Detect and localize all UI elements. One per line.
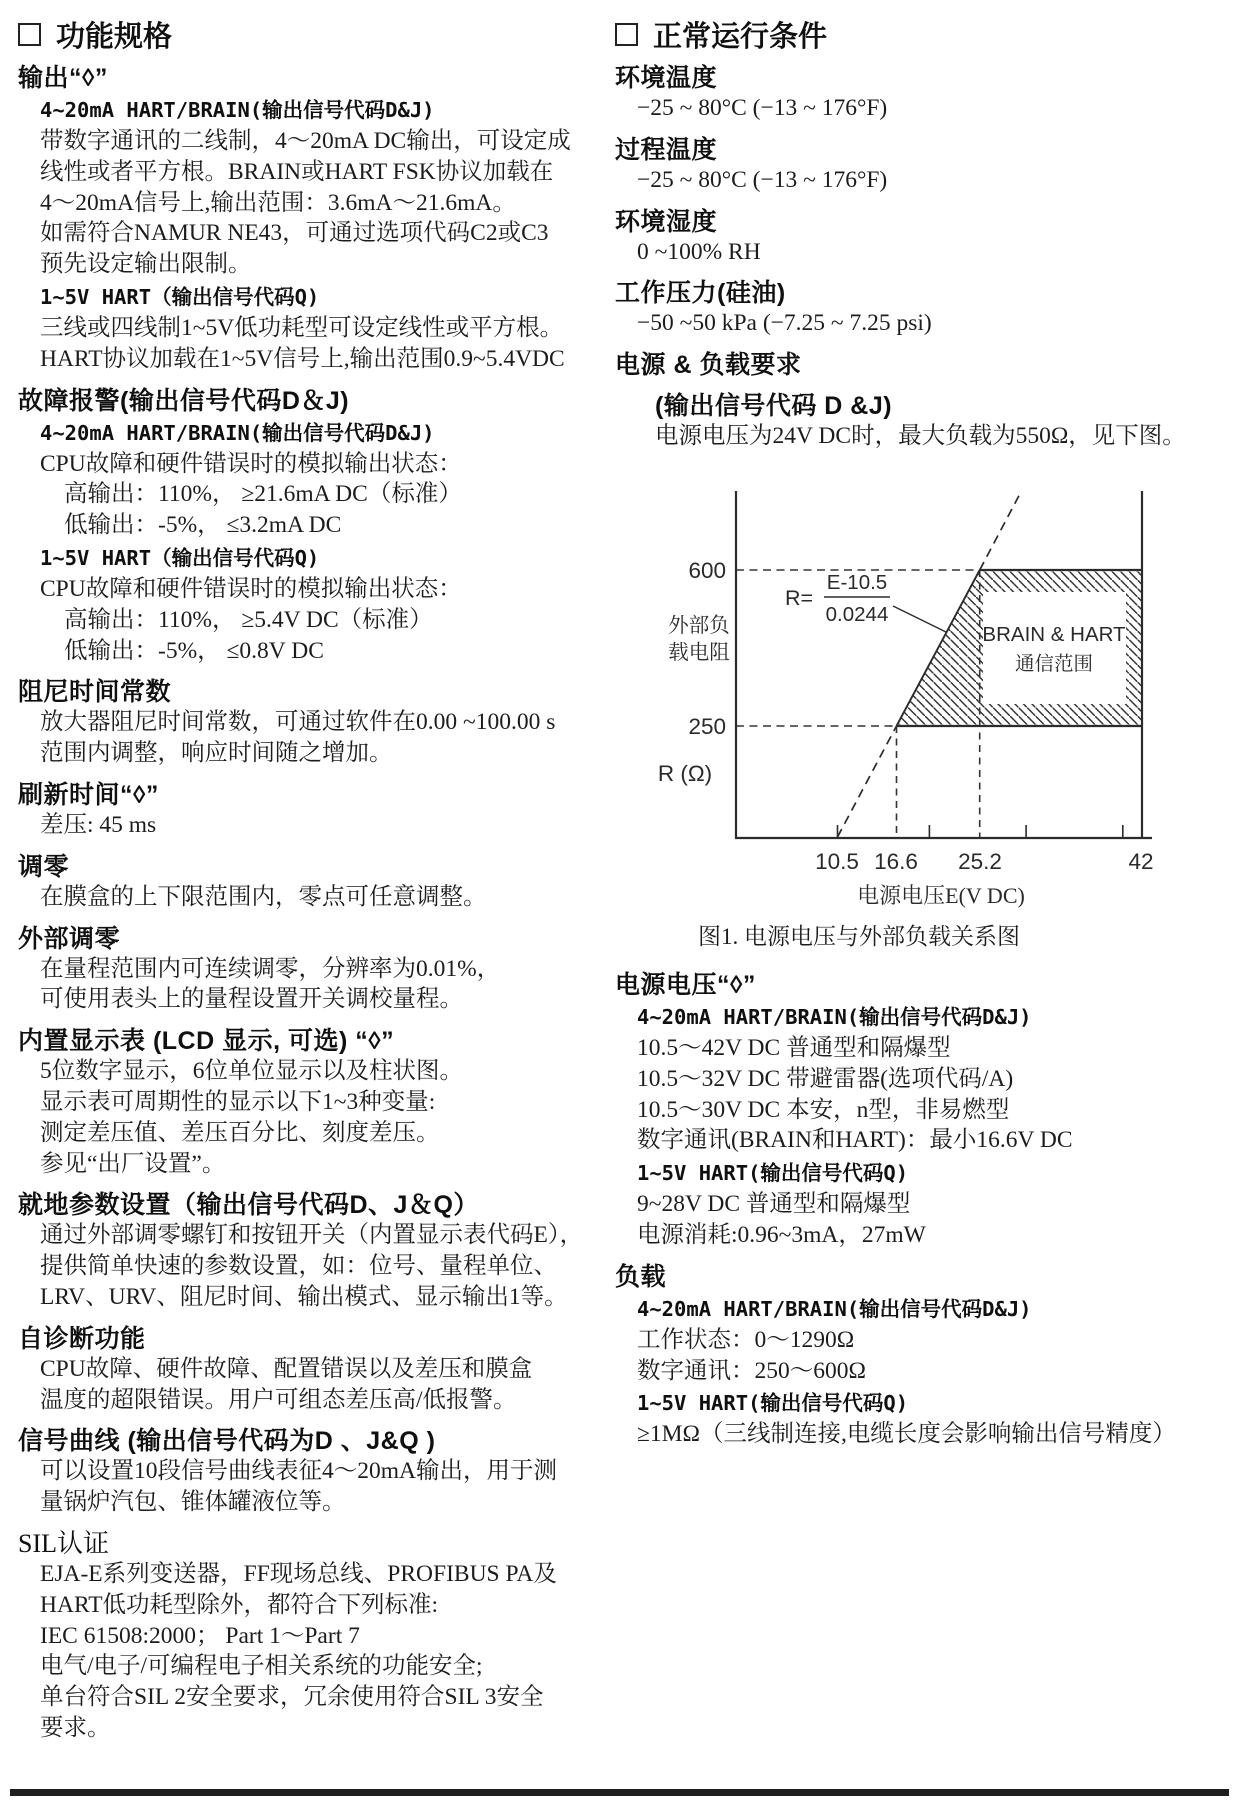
subsection-subheading: (输出信号代码 D &J) <box>655 392 893 421</box>
spec-blocks <box>18 63 604 1744</box>
spec-line: CPU故障和硬件错误时的模拟输出状态： <box>40 575 462 602</box>
section-header-operating-conditions <box>615 14 1229 55</box>
subsection-heading: 电源 & 负载要求 <box>615 351 802 380</box>
supply-blocks <box>615 970 1229 1450</box>
formula-numerator: E-10.5 <box>826 570 888 594</box>
subsection-heading: 过程温度 <box>615 135 718 164</box>
spec-line: 差压: 45 ms <box>40 811 157 838</box>
load-line-dash-low <box>838 726 897 837</box>
signal-code-heading: 4~20mA HART/BRAIN(输出信号代码D&J) <box>637 1004 1032 1029</box>
figure-caption: 图1. 电源电压与外部负载关系图 <box>698 923 1020 949</box>
spec-line: 放大器阻尼时间常数，可通过软件在0.00 ~100.00 s <box>40 709 556 736</box>
spec-line: 高输出：110%， ≥21.6mA DC（标准） <box>64 481 462 508</box>
signal-code-heading: 1~5V HART（输出信号代码Q) <box>40 545 320 570</box>
figure-supply-voltage-load <box>619 478 1179 952</box>
footer-rule <box>10 1789 1229 1796</box>
region-label: BRAIN & HART <box>982 622 1126 646</box>
spec-line: 显示表可周期性的显示以下1~3种变量: <box>40 1088 436 1115</box>
square-bullet-icon <box>615 23 638 46</box>
region-label-cn: 通信范围 <box>1014 653 1094 675</box>
signal-code-heading: 1~5V HART(输出信号代码Q) <box>637 1391 909 1416</box>
spec-line: 线性或者平方根。BRAIN或HART FSK协议加载在 <box>40 158 554 185</box>
spec-line: 测定差压值、差压百分比、刻度差压。 <box>40 1119 440 1146</box>
spec-line: 如需符合NAMUR NE43，可通过选项代码C2或C3 <box>40 220 549 247</box>
spec-line: 温度的超限错误。用户可组态差压高/低报警。 <box>40 1386 517 1413</box>
spec-line: 4～20mA信号上,输出范围：3.6mA～21.6mA。 <box>40 189 516 216</box>
spec-line: 高输出：110%， ≥5.4V DC（标准） <box>64 606 433 633</box>
signal-code-heading: 1~5V HART（输出信号代码Q) <box>40 284 320 309</box>
subsection-heading: 调零 <box>18 852 70 881</box>
subsection-heading: 就地参数设置（输出信号代码D、J＆Q） <box>18 1191 479 1220</box>
spec-line: 范围内调整，响应时间随之增加。 <box>40 740 393 767</box>
x-tick-25-2: 25.2 <box>958 848 1002 874</box>
spec-line: 可使用表头上的量程设置开关调校量程。 <box>40 986 463 1013</box>
spec-line: 单台符合SIL 2安全要求，冗余使用符合SIL 3安全 <box>40 1684 544 1711</box>
subsection-heading: SIL认证 <box>18 1528 110 1558</box>
spec-line: 10.5～30V DC 本安，n型，非易燃型 <box>637 1096 1010 1123</box>
left-column <box>18 12 604 1744</box>
subsection-heading: 环境湿度 <box>615 207 718 236</box>
spec-line: 数字通讯(BRAIN和HART)：最小16.6V DC <box>637 1127 1073 1154</box>
subsection-heading: 外部调零 <box>18 924 121 953</box>
spec-line: 9~28V DC 普通型和隔爆型 <box>637 1191 911 1218</box>
spec-line: ≥1MΩ（三线制连接,电缆长度会影响输出信号精度） <box>637 1421 1176 1448</box>
load-chart <box>619 478 1179 918</box>
spec-line: 可以设置10段信号曲线表征4～20mA输出，用于测 <box>40 1458 557 1485</box>
y-axis-label-2: 载电阻 <box>668 641 730 664</box>
subsection-heading: 刷新时间“◊” <box>18 780 159 809</box>
subsection-heading: 阻尼时间常数 <box>18 678 172 707</box>
x-axis-label: 电源电压E(V DC) <box>857 882 1025 908</box>
spec-line: 低输出：-5%， ≤0.8V DC <box>64 637 324 664</box>
region-label-box <box>983 592 1126 704</box>
spec-line: 量锅炉汽包、锥体罐液位等。 <box>40 1489 346 1516</box>
spec-line: 10.5～32V DC 带避雷器(选项代码/A) <box>637 1065 1014 1092</box>
spec-line: 要求。 <box>40 1714 111 1741</box>
signal-code-heading: 4~20mA HART/BRAIN(输出信号代码D&J) <box>40 98 435 122</box>
spec-line: 工作状态：0～1290Ω <box>637 1326 855 1353</box>
section-header-functional-specs <box>18 14 604 55</box>
subsection-heading: 自诊断功能 <box>18 1324 146 1353</box>
spec-line: 5位数字显示，6位单位显示以及柱状图。 <box>40 1058 463 1085</box>
spec-line: 三线或四线制1~5V低功耗型可设定线性或平方根。 <box>40 314 564 341</box>
formula-leader-line <box>893 606 946 632</box>
subsection-heading: 内置显示表 (LCD 显示, 可选) “◊” <box>18 1027 395 1056</box>
subsection-heading: 环境温度 <box>615 64 718 92</box>
spec-line: −25 ~ 80°C (−13 ~ 176°F) <box>637 166 888 193</box>
signal-code-heading: 4~20mA HART/BRAIN(输出信号代码D&J) <box>40 420 435 445</box>
x-tick-42: 42 <box>1128 848 1154 874</box>
spec-line: EJA-E系列变送器，FF现场总线、PROFIBUS PA及 <box>40 1560 557 1587</box>
section-title: 正常运行条件 <box>653 21 828 53</box>
spec-line: CPU故障和硬件错误时的模拟输出状态： <box>40 450 462 477</box>
subsection-heading: 工作压力(硅油) <box>615 279 786 308</box>
spec-line: IEC 61508:2000； Part 1～Part 7 <box>40 1622 360 1649</box>
spec-line: 10.5～42V DC 普通型和隔爆型 <box>637 1034 951 1061</box>
formula-lhs: R= <box>785 585 814 610</box>
subsection-heading: 信号曲线 (输出信号代码为D 、J&Q ) <box>18 1427 436 1456</box>
signal-code-heading: 4~20mA HART/BRAIN(输出信号代码D&J) <box>637 1296 1032 1321</box>
x-tick-10-5: 10.5 <box>815 848 859 874</box>
square-bullet-icon <box>18 23 41 46</box>
spec-line: 电气/电子/可编程电子相关系统的功能安全; <box>40 1653 483 1680</box>
subsection-heading: 负载 <box>615 1262 667 1291</box>
spec-line: −25 ~ 80°C (−13 ~ 176°F) <box>637 95 888 121</box>
subsection-heading: 故障报警(输出信号代码D＆J) <box>18 386 350 415</box>
load-line-dash-high <box>980 492 1021 570</box>
spec-line: 低输出：-5%， ≤3.2mA DC <box>64 512 342 539</box>
subsection-heading: 输出“◊” <box>18 64 108 92</box>
spec-line: 在膜盒的上下限范围内，零点可任意调整。 <box>40 883 487 910</box>
spec-line: HART低功耗型除外，都符合下列标准: <box>40 1591 439 1618</box>
subsection-heading: 电源电压“◊” <box>615 970 756 999</box>
spec-line: 电源电压为24V DC时，最大负载为550Ω，见下图。 <box>655 423 1186 450</box>
signal-code-heading: 1~5V HART(输出信号代码Q) <box>637 1161 909 1186</box>
spec-line: −50 ~50 kPa (−7.25 ~ 7.25 psi) <box>637 310 932 337</box>
x-tick-16-6: 16.6 <box>874 848 918 874</box>
spec-line: 在量程范围内可连续调零，分辨率为0.01%， <box>40 955 501 982</box>
spec-line: 电源消耗:0.96~3mA，27mW <box>637 1221 926 1248</box>
condition-blocks <box>615 63 1229 452</box>
spec-line: 数字通讯：250～600Ω <box>637 1357 866 1384</box>
y-axis-label-1: 外部负 <box>668 614 730 637</box>
spec-line: HART协议加载在1~5V信号上,输出范围0.9~5.4VDC <box>40 345 565 372</box>
y-tick-600: 600 <box>688 557 726 583</box>
spec-line: 0 ~100% RH <box>637 238 761 265</box>
spec-line: 通过外部调零螺钉和按钮开关（内置显示表代码E）， <box>40 1222 584 1249</box>
spec-line: 提供简单快速的参数设置，如：位号、量程单位、 <box>40 1253 557 1280</box>
y-tick-250: 250 <box>688 713 726 739</box>
spec-line: 参见“出厂设置”。 <box>40 1150 226 1177</box>
spec-line: 预先设定输出限制。 <box>40 251 252 278</box>
spec-line: 带数字通讯的二线制，4～20mA DC输出，可设定成 <box>40 128 571 154</box>
spec-line: CPU故障、硬件故障、配置错误以及差压和膜盒 <box>40 1355 533 1382</box>
section-title: 功能规格 <box>56 21 173 53</box>
right-column <box>615 12 1229 1450</box>
formula-denominator: 0.0244 <box>825 602 889 626</box>
y-axis-unit: R (Ω) <box>657 760 713 786</box>
spec-line: LRV、URV、阻尼时间、输出模式、显示输出1等。 <box>40 1283 568 1310</box>
